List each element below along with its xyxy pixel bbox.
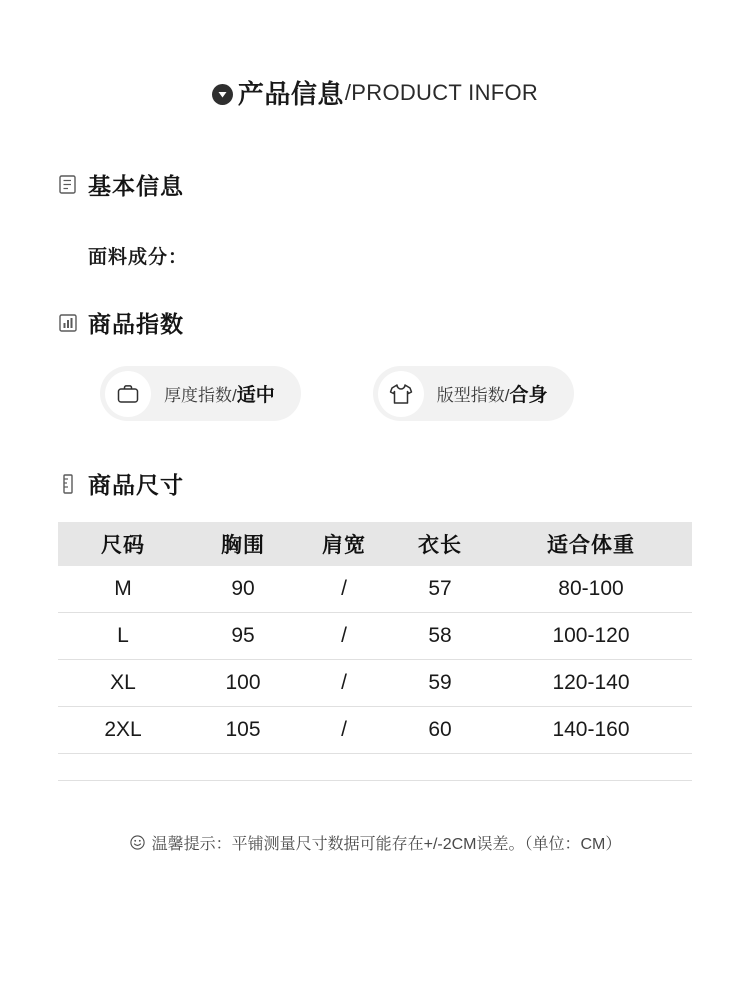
size-table-col-header: 适合体重 [490,522,692,566]
chart-icon [58,313,77,332]
index-pill-row [100,366,750,421]
size-cell: 90 [188,566,298,613]
page-title-cn: 产品信息 [237,79,344,109]
size-table-col-header: 衣长 [390,522,490,566]
table-row [58,566,692,613]
size-cell: 2XL [58,707,188,754]
tshirt-icon [378,371,424,417]
section-basic-info-header [58,168,750,201]
size-table-col-header: 尺码 [58,522,188,566]
size-cell: M [58,566,188,613]
table-row [58,660,692,707]
size-cell: XL [58,660,188,707]
size-cell: / [298,613,390,660]
thickness-index-prefix: 厚度指数/ [164,386,237,405]
bag-icon [105,371,151,417]
size-cell: L [58,613,188,660]
size-cell: 58 [390,613,490,660]
fit-index-prefix: 版型指数/ [436,386,510,405]
section-product-size-label: 商品尺寸 [88,472,184,498]
thickness-index-value: 适中 [236,385,275,406]
size-cell: 120-140 [490,660,692,707]
size-table-col-header: 胸围 [188,522,298,566]
size-table-header-row [58,522,692,566]
section-product-index-header [58,306,750,339]
size-cell: 100-120 [490,613,692,660]
size-cell: 95 [188,613,298,660]
fabric-composition-label: 面料成分： [88,247,189,268]
play-circle-icon [212,84,233,105]
product-info-page [0,74,750,988]
fit-index-pill [373,366,574,421]
page-title [0,74,750,111]
size-table-col-header: 肩宽 [298,522,390,566]
size-cell: 57 [390,566,490,613]
ruler-icon [58,474,77,493]
size-cell: / [298,566,390,613]
section-basic-info-label: 基本信息 [88,173,184,199]
fit-index-text [437,380,548,407]
measurement-note-text: 温馨提示：平铺测量尺寸数据可能存在+/-2CM误差。（单位：CM） [151,836,622,853]
size-cell: / [298,660,390,707]
table-row [58,707,692,754]
size-cell: / [298,707,390,754]
document-icon [58,175,77,194]
thickness-index-text [164,380,275,407]
size-cell: 105 [188,707,298,754]
table-spacer-row [58,754,692,781]
smiley-icon [129,834,146,851]
size-cell: 80-100 [490,566,692,613]
size-cell: 59 [390,660,490,707]
measurement-note [0,831,750,854]
size-cell: 140-160 [490,707,692,754]
size-cell: 100 [188,660,298,707]
section-product-index-label: 商品指数 [88,311,184,337]
page-title-en: /PRODUCT INFOR [344,79,539,105]
table-row [58,613,692,660]
thickness-index-pill [100,366,301,421]
fit-index-value: 合身 [509,385,548,406]
size-table [58,522,692,781]
section-product-size-header [58,467,750,500]
size-cell: 60 [390,707,490,754]
